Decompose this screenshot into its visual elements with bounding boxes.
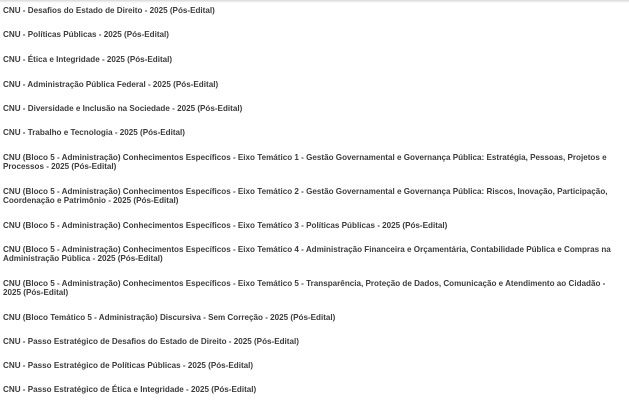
course-link[interactable]: CNU (Bloco 5 - Administração) Conhecimentos Específicos - Eixo Temático 3 - Políticas Públicas - 2025 (Pós-Edital) [3, 221, 448, 230]
course-link[interactable]: CNU (Bloco 5 - Administração) Conhecimentos Específicos - Eixo Temático 1 - Gestão Governamental e Governança Pública: Estratégia, Pessoas, Projetos e Processos - 2025 (Pós-Edital) [3, 153, 607, 172]
course-link[interactable]: CNU - Políticas Públicas - 2025 (Pós-Edital) [3, 30, 169, 39]
course-link[interactable]: CNU (Bloco Temático 5 - Administração) Discursiva - Sem Correção - 2025 (Pós-Edital) [3, 313, 336, 322]
course-link[interactable]: CNU - Ética e Integridade - 2025 (Pós-Edital) [3, 55, 173, 64]
course-link[interactable]: CNU - Passo Estratégico de Desafios do Estado de Direito - 2025 (Pós-Edital) [3, 337, 299, 346]
course-link[interactable]: CNU - Passo Estratégico de Ética e Integridade - 2025 (Pós-Edital) [3, 385, 257, 394]
course-link[interactable]: CNU (Bloco 5 - Administração) Conhecimentos Específicos - Eixo Temático 2 - Gestão Governamental e Governança Pública: Riscos, Inovação, Participação, Coordenação e Patrimônio - 2025 (Pós-Edital) [3, 187, 608, 206]
course-link[interactable]: CNU (Bloco 5 - Administração) Conhecimentos Específicos - Eixo Temático 4 - Administração Financeira e Orçamentária, Contabilidade Pública e Compras na Administração Pública - 2025 (Pós-Edital) [3, 245, 611, 264]
top-shadow [0, 0, 629, 3]
course-link[interactable]: CNU - Diversidade e Inclusão na Sociedade - 2025 (Pós-Edital) [3, 104, 243, 113]
course-link[interactable]: CNU - Passo Estratégico de Políticas Públicas - 2025 (Pós-Edital) [3, 361, 254, 370]
course-link[interactable]: CNU - Administração Pública Federal - 2025 (Pós-Edital) [3, 80, 219, 89]
course-link[interactable]: CNU - Trabalho e Tecnologia - 2025 (Pós-Edital) [3, 128, 185, 137]
course-link[interactable]: CNU - Desafios do Estado de Direito - 2025 (Pós-Edital) [3, 6, 215, 15]
course-link[interactable]: CNU (Bloco 5 - Administração) Conhecimentos Específicos - Eixo Temático 5 - Transparência, Proteção de Dados, Comunicação e Atendimento ao Cidadão - 2025 (Pós-Edital) [3, 279, 606, 298]
